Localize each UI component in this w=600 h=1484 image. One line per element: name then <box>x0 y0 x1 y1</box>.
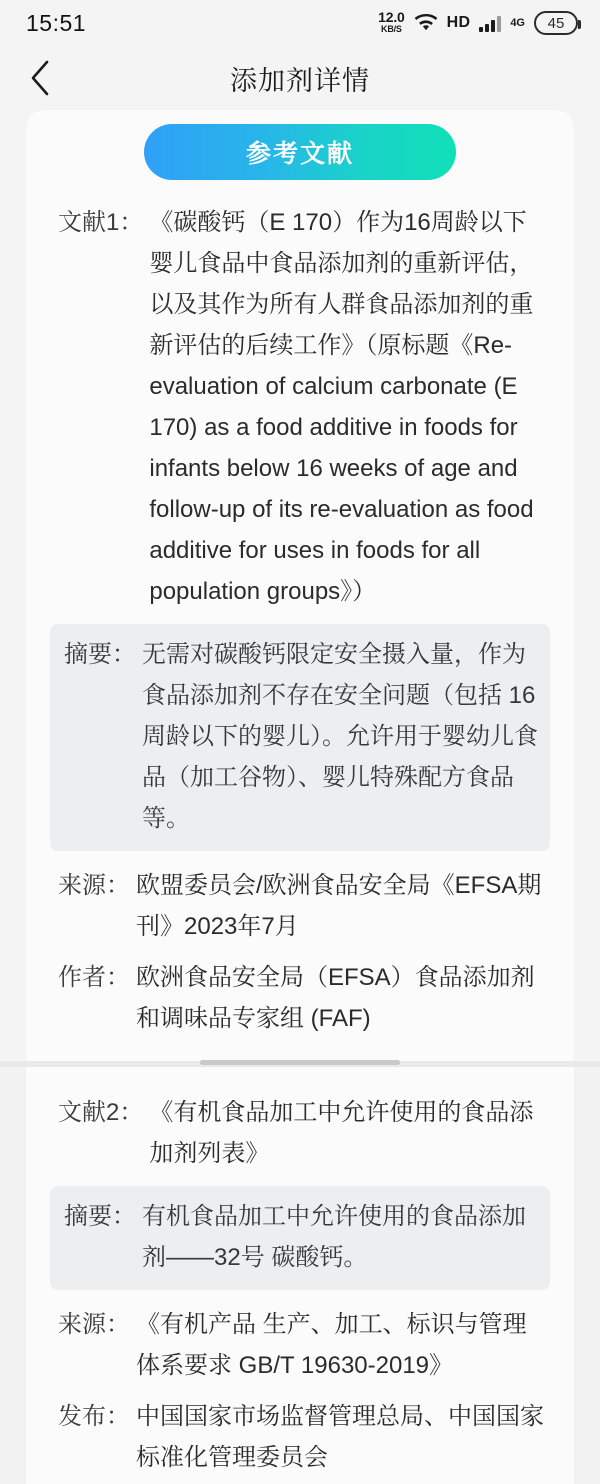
reference-abstract-row <box>50 1186 550 1290</box>
abstract-label: 摘要： <box>64 1203 136 1230</box>
battery-indicator: 45 <box>534 11 578 35</box>
reference-source-row <box>50 861 550 951</box>
status-icons <box>378 11 578 35</box>
source-text: 欧盟委员会/欧洲食品安全局《EFSA期刊》2023年7月 <box>136 872 542 940</box>
title-bar <box>0 46 600 110</box>
reference-index-label: 文献2： <box>58 1099 144 1126</box>
reference-title: 《有机食品加工中允许使用的食品添加剂列表》 <box>149 1099 534 1167</box>
reference-publisher-row <box>50 1392 550 1482</box>
abstract-text: 无需对碳酸钙限定安全摄入量，作为食品添加剂不存在安全问题（包括 16 周龄以下的婴儿）。允许用于婴幼儿食品（加工谷物）、婴儿特殊配方食品等。 <box>142 641 538 832</box>
abstract-text: 有机食品加工中允许使用的食品添加剂——32号 碳酸钙。 <box>142 1203 526 1271</box>
abstract-label: 摘要： <box>64 641 136 668</box>
back-button[interactable] <box>20 58 60 98</box>
bottom-bar <box>0 1061 600 1067</box>
page-title: 添加剂详情 <box>230 65 370 96</box>
reference-item-2 <box>50 1070 550 1482</box>
reference-source-row <box>50 1300 550 1390</box>
publisher-text: 中国国家市场监督管理总局、中国国家标准化管理委员会 <box>136 1403 544 1471</box>
reference-abstract-row <box>50 624 550 851</box>
status-bar <box>0 0 600 46</box>
network-speed-value: 12.0 <box>378 9 405 25</box>
source-text: 《有机产品 生产、加工、标识与管理体系要求 GB/T 19630-2019》 <box>136 1311 527 1379</box>
author-label: 作者： <box>58 964 130 991</box>
reference-author-row <box>50 953 550 1043</box>
publisher-label: 发布： <box>58 1403 130 1430</box>
network-speed-unit: KB/S <box>381 24 402 34</box>
source-label: 来源： <box>58 1311 130 1338</box>
section-banner-wrap <box>26 110 574 180</box>
reference-item-1 <box>50 180 550 1043</box>
home-indicator[interactable] <box>200 1060 400 1065</box>
reference-title-row <box>50 1088 550 1178</box>
source-label: 来源： <box>58 872 130 899</box>
back-chevron-icon <box>29 60 51 96</box>
section-banner: 参考文献 <box>144 124 456 180</box>
wifi-icon <box>414 14 438 32</box>
status-time: 15:51 <box>26 9 87 36</box>
signal-strength-icon <box>479 15 501 32</box>
hd-icon: HD <box>446 14 471 31</box>
author-text: 欧洲食品安全局（EFSA）食品添加剂和调味品专家组 (FAF) <box>136 964 535 1032</box>
reference-index-label: 文献1： <box>58 209 144 236</box>
content-scroll-area[interactable] <box>0 110 600 1484</box>
network-type-label: 4G <box>510 16 525 29</box>
reference-card <box>26 110 574 1484</box>
network-speed-indicator <box>378 10 404 34</box>
reference-list <box>26 180 574 1482</box>
reference-title: 《碳酸钙（E 170）作为16周龄以下婴儿食品中食品添加剂的重新评估，以及其作为所有人群食品添加剂的重新评估的后续工作》（原标题《Re-evaluation of calcium carbonate (E 170) as a food additive in foods for infants below 16 weeks of age and follow-up of its re-evaluation as food additive for uses in foods for all population groups》） <box>149 209 534 605</box>
reference-title-row <box>50 198 550 616</box>
